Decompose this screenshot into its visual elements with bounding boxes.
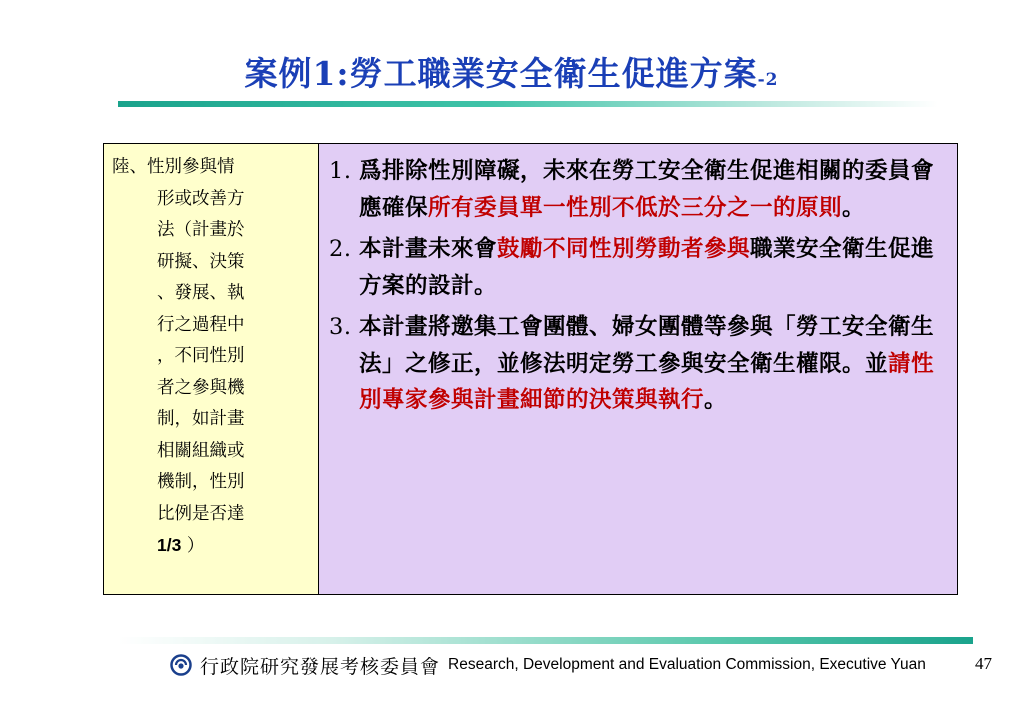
measure-item-1 (329, 153, 947, 226)
criterion-line-last (112, 530, 310, 563)
content-table (103, 143, 958, 595)
measure-item-3 (329, 309, 947, 419)
measure-text-part: 。 (842, 194, 866, 221)
criterion-line: 機制，性別 (157, 472, 245, 492)
criterion-line: 相關組織或 (157, 440, 245, 461)
criterion-line: 研擬、決策 (157, 251, 245, 272)
measure-text-part: 職業安全衛生促進方案的設計。 (359, 236, 935, 299)
measure-text-part: 本計畫將邀集工會團體、婦女團體等參與「勞工安全衛生法」之修正，並修法明定勞工參與安全衛生權限。並 (359, 314, 935, 377)
criterion-line: 形或改善方 (157, 188, 245, 209)
criterion-line: 法（計畫於 (157, 220, 245, 240)
footer (170, 652, 926, 678)
org-name-english: Research, Development and Evaluation Commission, Executive Yuan (448, 656, 926, 673)
org-name-chinese: 行政院研究發展考核委員會 (200, 655, 441, 678)
criterion-cell (104, 144, 319, 594)
page-title (0, 48, 1023, 95)
criterion-line: 制，如計畫 (157, 409, 245, 429)
criterion-line: 者之參與機 (157, 377, 245, 398)
measure-highlight: 請性別專家參與計畫細節的決策與執行 (359, 350, 935, 413)
measure-text-part: 爲排除性別障礙，未來在勞工安全衛生促進相關的委員會應確保 (359, 158, 935, 221)
measure-item-2 (329, 231, 947, 304)
criterion-line: 行之過程中 (157, 314, 245, 335)
measure-highlight: 所有委員單一性別不低於三分之一的原則 (428, 194, 843, 221)
measures-cell (319, 144, 957, 594)
title-main: 案例1:勞工職業安全衛生促進方案 (244, 54, 758, 93)
measure-text-part: 。 (704, 387, 728, 413)
criterion-line: 、發展、執 (157, 283, 245, 303)
ratio-value: 1/3 (157, 535, 182, 555)
title-divider (118, 101, 938, 107)
closing-paren: ） (186, 536, 205, 556)
footer-divider (118, 637, 973, 644)
measure-text-part: 本計畫未來會 (359, 236, 498, 262)
criterion-line: ，不同性別 (157, 346, 245, 366)
measure-number: 2. (329, 236, 352, 262)
title-suffix: -2 (757, 70, 779, 90)
criterion-line: 比例是否達 (157, 503, 245, 524)
criterion-line: 陸、性別參與情 (112, 157, 235, 177)
rdec-logo-icon (170, 654, 192, 676)
measure-text (359, 309, 947, 419)
measure-number: 1. (329, 158, 352, 184)
measure-number: 3. (329, 314, 352, 340)
measure-highlight: 鼓勵不同性別勞動者參與 (497, 236, 751, 262)
measure-text (359, 153, 947, 226)
measure-text (359, 231, 947, 304)
page-number: 47 (975, 654, 992, 673)
